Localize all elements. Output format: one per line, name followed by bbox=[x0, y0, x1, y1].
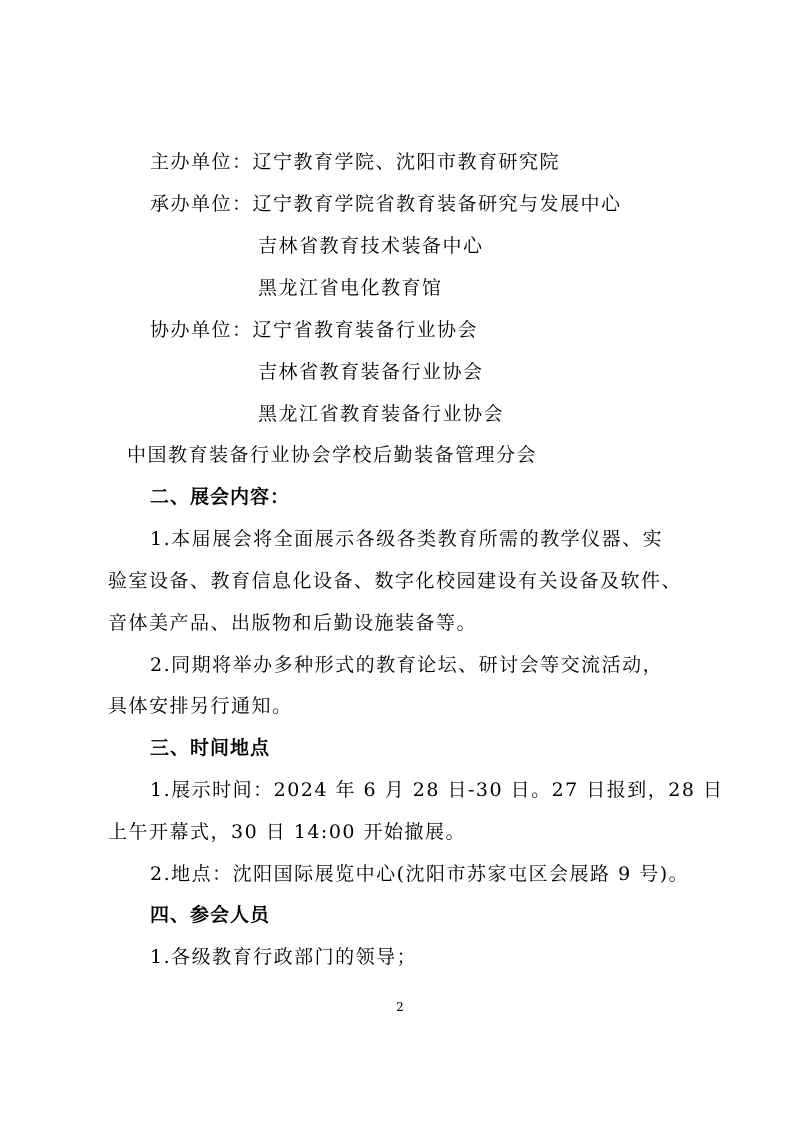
paragraph-line: 1.各级教育行政部门的领导； bbox=[150, 946, 418, 968]
page-number: 2 bbox=[396, 1000, 404, 1014]
paragraph-line: 具体安排另行通知。 bbox=[108, 695, 293, 717]
assist-unit-value: 吉林省教育装备行业协会 bbox=[258, 361, 484, 383]
assist-unit-value: 黑龙江省教育装备行业协会 bbox=[258, 403, 505, 425]
paragraph-line: 2.同期将举办多种形式的教育论坛、研讨会等交流活动， bbox=[150, 654, 664, 676]
paragraph-line: 音体美产品、出版物和后勤设施装备等。 bbox=[108, 612, 478, 634]
undertake-unit-value: 吉林省教育技术装备中心 bbox=[258, 235, 484, 257]
undertake-unit-line bbox=[150, 192, 622, 216]
host-unit-line bbox=[150, 150, 560, 174]
paragraph-line: 1.本届展会将全面展示各级各类教育所需的教学仪器、实 bbox=[150, 528, 664, 550]
paragraph-line: 1.展示时间：2024 年 6 月 28 日-30 日。27 日报到，28 日 bbox=[150, 779, 724, 801]
undertake-unit-value: 辽宁教育学院省教育装备研究与发展中心 bbox=[252, 193, 622, 215]
paragraph-line: 验室设备、教育信息化设备、数字化校园建设有关设备及软件、 bbox=[108, 570, 683, 592]
host-unit-value: 辽宁教育学院、沈阳市教育研究院 bbox=[252, 151, 561, 173]
paragraph-line: 2.地点：沈阳国际展览中心(沈阳市苏家屯区会展路 9 号)。 bbox=[150, 863, 690, 885]
undertake-unit-value: 黑龙江省电化教育馆 bbox=[258, 277, 443, 299]
section-heading: 三、时间地点 bbox=[150, 737, 271, 759]
paragraph-line: 上午开幕式，30 日 14:00 开始撤展。 bbox=[108, 821, 467, 843]
assist-unit-label: 协办单位： bbox=[150, 319, 253, 341]
undertake-unit-label: 承办单位： bbox=[150, 193, 253, 215]
host-unit-label: 主办单位： bbox=[150, 151, 253, 173]
assist-unit-value: 辽宁省教育装备行业协会 bbox=[252, 319, 479, 341]
assist-unit-value: 中国教育装备行业协会学校后勤装备管理分会 bbox=[127, 444, 538, 466]
section-heading: 二、展会内容： bbox=[150, 486, 291, 508]
section-heading: 四、参会人员 bbox=[150, 904, 271, 926]
assist-unit-line bbox=[150, 318, 478, 342]
